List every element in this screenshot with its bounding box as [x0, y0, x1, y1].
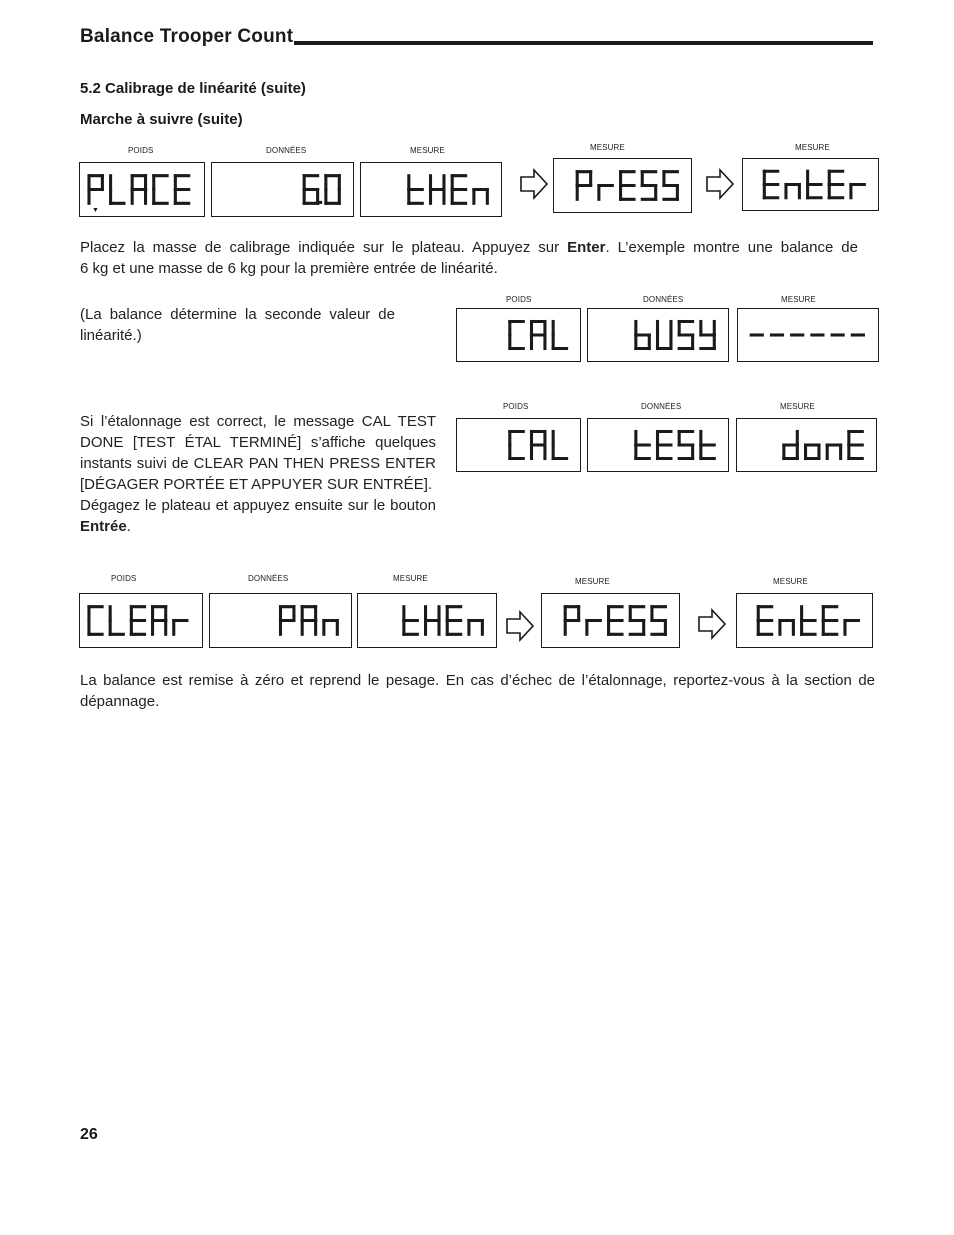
lcd-readout [361, 163, 501, 216]
lcd-data-display [587, 308, 729, 362]
display-label-data: DONNÉES [641, 402, 682, 411]
display-label-weight: POIDS [111, 574, 137, 583]
lcd-units-display [736, 593, 873, 648]
header-rule [294, 41, 873, 45]
lcd-units-display [553, 158, 692, 213]
result-paragraph-line: La balance est remise à zéro et reprend le pesage. En cas d’échec de l’étalonnage, reportez-vous à la section de [80, 672, 875, 689]
display-label-weight: POIDS [506, 295, 532, 304]
next-step-arrow-icon [705, 168, 735, 200]
display-label-units: MESURE [780, 402, 815, 411]
display-label-units: MESURE [795, 143, 830, 152]
lcd-readout [554, 159, 691, 212]
lcd-units-display [357, 593, 497, 648]
instruction-paragraph: Si l’étalonnage est correct, le message CAL TEST DONE [TEST ÉTAL TERMINÉ] s’affiche quelques instants suivi de CLEAR PAN THEN PRESS ENTER [DÉGAGER PORTÉE ET APPUYER SUR ENTRÉE]. Dégagez le plateau et appuyez ensuite sur le bouton Entrée. [80, 413, 436, 535]
lcd-readout [588, 419, 728, 471]
pointer-icon: ▼ [92, 207, 99, 214]
display-label-units: MESURE [393, 574, 428, 583]
instruction-paragraph-line: 6 kg et une masse de 6 kg pour la première entrée de linéarité. [80, 260, 498, 277]
lcd-readout [743, 159, 878, 210]
lcd-readout [588, 309, 728, 361]
lcd-readout [457, 419, 580, 471]
lcd-weight-display [456, 418, 581, 472]
page-number: 26 [80, 1126, 98, 1143]
lcd-weight-display [79, 593, 203, 648]
instruction-paragraph: Placez la masse de calibrage indiquée sur le plateau. Appuyez sur Enter. L’exemple montre une balance de [80, 239, 858, 256]
result-paragraph-line: dépannage. [80, 693, 160, 710]
lcd-readout [212, 163, 353, 216]
next-step-arrow-icon [519, 168, 549, 200]
next-step-arrow-icon [697, 608, 727, 640]
display-label-data: DONNÉES [248, 574, 289, 583]
display-label-units: MESURE [590, 143, 625, 152]
lcd-units-display [742, 158, 879, 211]
display-label-data: DONNÉES [643, 295, 684, 304]
lcd-units-display [360, 162, 502, 217]
note-paragraph-line: linéarité.) [80, 327, 142, 344]
procedure-subtitle: Marche à suivre (suite) [80, 111, 243, 128]
display-label-weight: POIDS [128, 146, 154, 155]
lcd-readout [737, 594, 872, 647]
lcd-units-display [736, 418, 877, 472]
lcd-readout [210, 594, 351, 647]
display-label-units: MESURE [781, 295, 816, 304]
lcd-units-display [541, 593, 680, 648]
lcd-data-display [209, 593, 352, 648]
lcd-readout [737, 419, 876, 471]
lcd-data-display [587, 418, 729, 472]
lcd-readout [738, 309, 878, 361]
document-title: Balance Trooper Count [80, 26, 294, 47]
display-label-units: MESURE [773, 577, 808, 586]
next-step-arrow-icon [505, 610, 535, 642]
display-label-weight: POIDS [503, 402, 529, 411]
display-label-units: MESURE [575, 577, 610, 586]
display-label-units: MESURE [410, 146, 445, 155]
lcd-readout [542, 594, 679, 647]
lcd-readout [358, 594, 496, 647]
lcd-data-display [211, 162, 354, 217]
lcd-units-display [737, 308, 879, 362]
section-title: 5.2 Calibrage de linéarité (suite) [80, 80, 306, 97]
lcd-readout [80, 594, 202, 647]
lcd-weight-display [456, 308, 581, 362]
display-label-data: DONNÉES [266, 146, 307, 155]
lcd-readout [457, 309, 580, 361]
note-paragraph-line: (La balance détermine la seconde valeur de [80, 306, 395, 323]
